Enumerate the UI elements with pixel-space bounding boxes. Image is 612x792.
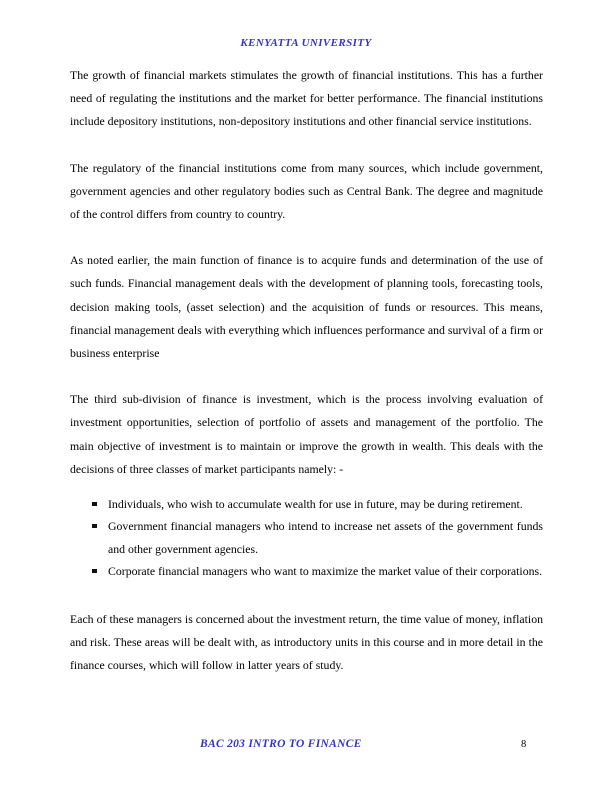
running-head: [0, 33, 612, 51]
running-head-text: KENYATTA UNIVERSITY: [240, 37, 372, 49]
list-item-label: Individuals, who wish to accumulate wealth for use in future, may be during retirement.: [108, 497, 523, 512]
body-paragraph-2: The regulatory of the financial institutions come from many sources, which include government, government agencies and other regulatory bodies such as Central Bank. The degree and magnitude of the control differs from country to country.: [70, 160, 543, 222]
document-body: [70, 64, 543, 677]
list-item: [70, 515, 543, 560]
square-bullet-icon: [92, 524, 97, 529]
list-item: [70, 493, 543, 515]
list-item-label: Corporate financial managers who want to maximize the market value of their corporations.: [108, 564, 543, 579]
square-bullet-icon: [92, 502, 97, 507]
body-paragraph-4: The third sub-division of finance is investment, which is the process involving evaluation of investment opportunities, selection of portfolio of assets and management of the portfolio. The main objective of investment is to maintain or improve the growth in wealth. This deals with the decisions of three classes of market participants namely: -: [70, 392, 543, 476]
footer-course-title: BAC 203 INTRO TO FINANCE: [200, 738, 362, 750]
market-participants-list: [70, 493, 543, 583]
body-paragraph-1: The growth of financial markets stimulates the growth of financial institutions. This has a further need of regulating the institutions and the market for better performance. The financial institutions include depository institutions, non-depository institutions and other financial service institutions.: [70, 68, 543, 129]
square-bullet-icon: [92, 569, 97, 574]
page-footer: [0, 738, 612, 758]
body-paragraph-5: Each of these managers is concerned about the investment return, the time value of money, inflation and risk. These areas will be dealt with, as introductory units in this course and in more detail in the finance courses, which will follow in latter years of study.: [70, 611, 543, 673]
list-item: [70, 560, 543, 582]
body-paragraph-3: As noted earlier, the main function of finance is to acquire funds and determination of the use of such funds. Financial management deals with the development of planning tools, forecasting tools, decision making tools, (asset selection) and the acquisition of funds or resources. This means, financial management deals with everything which influences performance and survival of a firm or business enterprise: [70, 253, 543, 361]
list-item-label: Government financial managers who intend to increase net assets of the government funds and other government agencies.: [108, 519, 543, 556]
footer-page-number: 8: [521, 739, 527, 750]
